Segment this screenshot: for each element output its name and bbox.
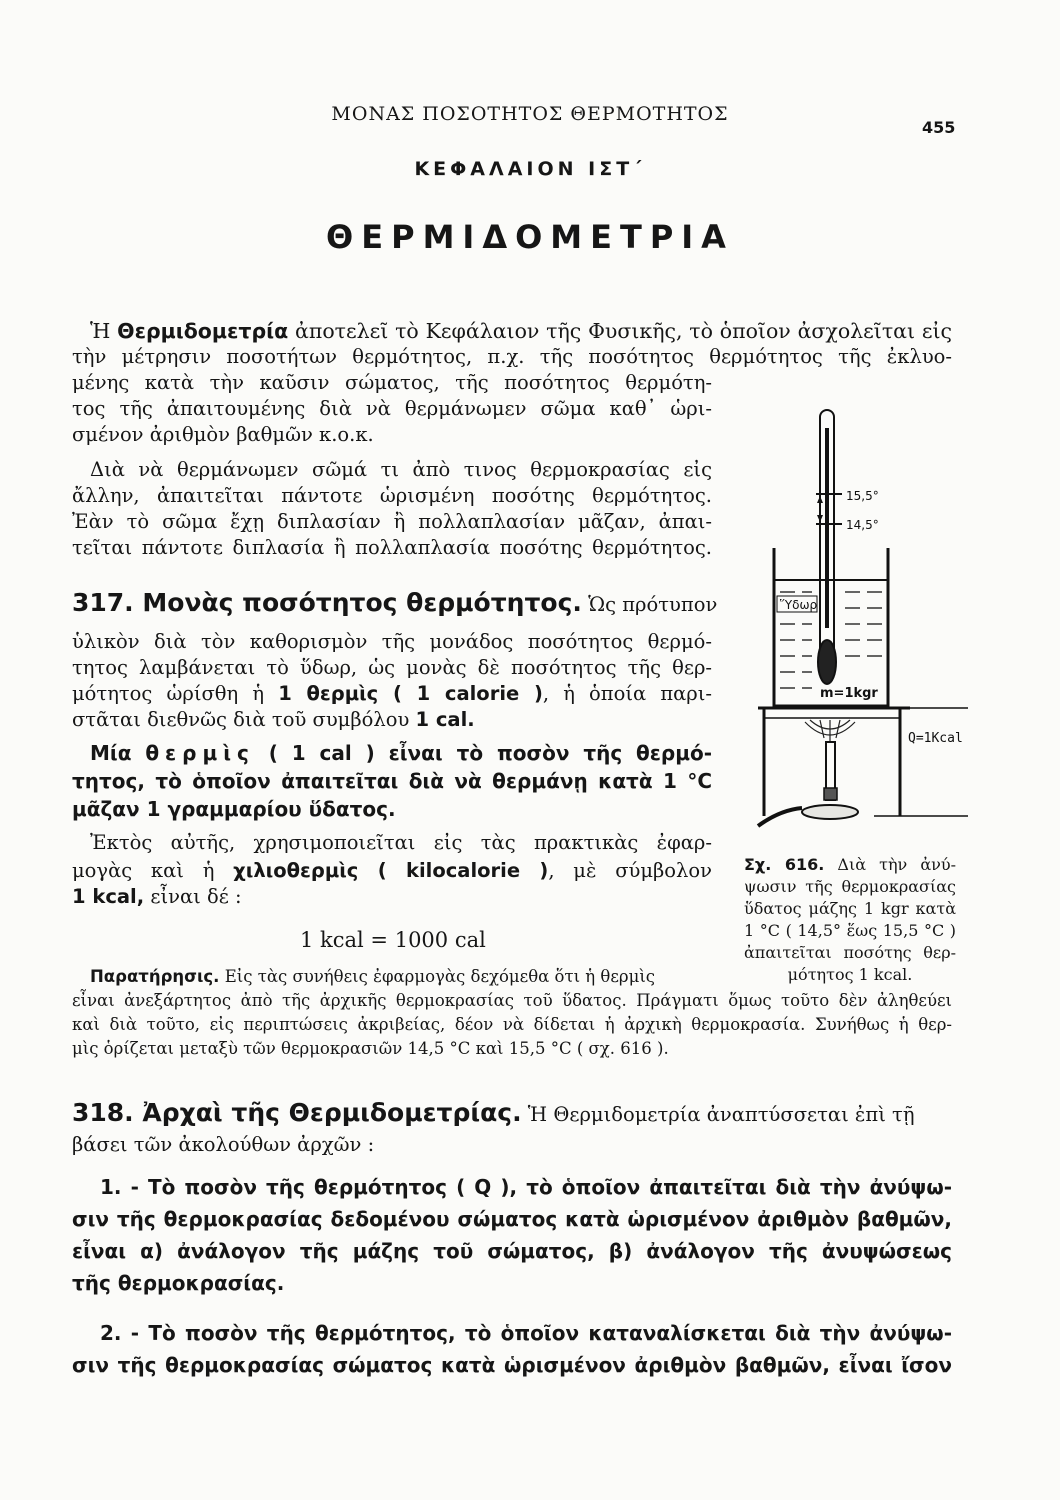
text-line: τὴν μέτρησιν ποσοτήτων θερμότητος, π.χ. τῆς ποσότητος θερμότητος τῆς ἐκλυο-	[72, 345, 952, 368]
text-line: τητος λαμβάνεται τὸ ὕδωρ, ὡς μονὰς δὲ ποσότητος τῆς θερ-	[72, 656, 712, 679]
text-line: τεῖται πάντοτε διπλασία ἢ πολλαπλασία ποσότης θερμότητος.	[72, 536, 712, 559]
flame-icon	[805, 720, 855, 742]
running-head: ΜΟΝΑΣ ΠΟΣΟΤΗΤΟΣ ΘΕΡΜΟΤΗΤΟΣ	[331, 103, 729, 125]
principle-line: σιν τῆς θερμοκρασίας σώματος κατὰ ὡρισμένον ἀριθμὸν βαθμῶν, εἶναι ἴσον	[72, 1353, 952, 1377]
text-line: Ἐκτὸς αὐτῆς, χρησιμοποιεῖται εἰς τὰς πρακτικὰς ἐφαρ-	[90, 831, 712, 854]
note-line: καὶ διὰ τοῦτο, εἰς περιπτώσεις ἀκριβείας, δέον νὰ δίδεται ἡ ἀρχικὴ θερμοκρασία. Συνήθως ἡ θερ-	[72, 1015, 952, 1034]
principle-line: 1. - Τὸ ποσὸν τῆς θερμότητος ( Q ), τὸ ὁποῖον ἀπαιτεῖται διὰ τὴν ἀνύψω-	[100, 1175, 952, 1199]
text-line: Ἐὰν τὸ σῶμα ἔχῃ διπλασίαν ἢ πολλαπλασίαν μᾶζαν, ἀπαι-	[72, 510, 712, 533]
text-line: 1 kcal, εἶναι δέ :	[72, 885, 242, 908]
text-line: σμένον ἀριθμὸν βαθμῶν κ.ο.κ.	[72, 423, 374, 446]
note-line: μὶς ὁρίζεται μεταξὺ τῶν θερμοκρασιῶν 14,5 °C καὶ 15,5 °C ( σχ. 616 ).	[72, 1039, 669, 1058]
caption-line: Σχ. 616. Διὰ τὴν ἀνύ-	[744, 855, 957, 874]
principle-line: σιν τῆς θερμοκρασίας δεδομένου σώματος κατὰ ὡρισμένον ἀριθμὸν βαθμῶν,	[72, 1207, 952, 1231]
label-14-5: 14,5°	[846, 518, 879, 532]
calorimeter-illustration	[750, 408, 970, 838]
text-line: στᾶται διεθνῶς διὰ τοῦ συμβόλου 1 cal.	[72, 708, 475, 731]
definition-line: Μία θερμὶς ( 1 cal ) εἶναι τὸ ποσὸν τῆς θερμό-	[90, 741, 712, 765]
principle-line: τῆς θερμοκρασίας.	[72, 1271, 285, 1295]
term-bold: 1 cal.	[415, 708, 475, 731]
text-line: 318. Ἀρχαὶ τῆς Θερμιδομετρίας. Ἡ Θερμιδομετρία ἀναπτύσσεται ἐπὶ τῇ	[72, 1098, 915, 1127]
chapter-heading: ΚΕΦΑΛΑΙΟΝ ΙΣΤ΄	[414, 158, 646, 180]
text-line: 317. Μονὰς ποσότητος θερμότητος. Ὡς πρότυπον	[72, 588, 718, 617]
principle-line: εἶναι α) ἀνάλογον τῆς μάζης τοῦ σώματος, β) ἀνάλογον τῆς ἀνυψώσεως	[72, 1239, 952, 1263]
note-label: Παρατήρησις.	[90, 967, 220, 986]
text-line: μένης κατὰ τὴν καῦσιν σώματος, τῆς ποσότητος θερμότη-	[72, 371, 712, 394]
label-q: Q=1Kcal	[908, 731, 963, 746]
label-15-5: 15,5°	[846, 489, 879, 503]
definition-line: μᾶζαν 1 γραμμαρίου ὕδατος.	[72, 797, 396, 821]
formula: 1 kcal = 1000 cal	[300, 928, 486, 952]
caption-line: ψωσιν τῆς θερμοκρασίας	[744, 877, 956, 896]
caption-line: 1 °C ( 14,5° ἕως 15,5 °C )	[744, 921, 956, 940]
caption-line: μότητος 1 kcal.	[787, 965, 913, 984]
principle-line: 2. - Τὸ ποσὸν τῆς θερμότητος, τὸ ὁποῖον καταναλίσκεται διὰ τὴν ἀνύψω-	[100, 1321, 952, 1345]
page-title: ΘΕΡΜΙΔΟΜΕΤΡΙΑ	[326, 218, 734, 256]
note-line: Παρατήρησις. Εἰς τὰς συνήθεις ἐφαρμογὰς δεχόμεθα ὅτι ἡ θερμὶς	[90, 967, 656, 986]
section-heading: 318. Ἀρχαὶ τῆς Θερμιδομετρίας.	[72, 1098, 522, 1127]
caption-line: ἀπαιτεῖται ποσότης θερ-	[744, 943, 956, 962]
label-mass: m=1kgr	[820, 686, 878, 701]
text-line: τος τῆς ἀπαιτουμένης διὰ νὰ θερμάνωμεν σῶμα καθ᾽ ὡρι-	[72, 397, 712, 420]
text-line: Διὰ νὰ θερμάνωμεν σῶμά τι ἀπὸ τινος θερμοκρασίας εἰς	[90, 458, 712, 481]
text-line: ὑλικὸν διὰ τὸν καθορισμὸν τῆς μονάδος ποσότητος θερμό-	[72, 630, 712, 653]
text-line: μότητος ὡρίσθη ἡ 1 θερμὶς ( 1 calorie ), ἡ ὁποία παρι-	[72, 682, 712, 705]
text-line: μογὰς καὶ ἡ χιλιοθερμὶς ( kilocalorie ), μὲ σύμβολον	[72, 859, 712, 882]
term-bold: 1 θερμὶς ( 1 calorie )	[278, 682, 543, 705]
text-line: Ἡ Θερμιδομετρία ἀποτελεῖ τὸ Κεφάλαιον τῆς Φυσικῆς, τὸ ὁποῖον ἀσχολεῖται εἰς	[90, 319, 952, 343]
term-bold: Θερμιδομετρία	[117, 319, 289, 343]
definition-line: τητος, τὸ ὁποῖον ἀπαιτεῖται διὰ νὰ θερμάνῃ κατὰ 1 °C	[72, 769, 712, 793]
note-line: εἶναι ἀνεξάρτητος ἀπὸ τῆς ἀρχικῆς θερμοκρασίας τοῦ ὕδατος. Πράγματι ὅμως τοῦτο δὲν ἀληθεύει	[72, 991, 952, 1010]
figure-616	[750, 408, 970, 842]
label-water: Ὕδωρ	[780, 598, 818, 612]
text-line: ἄλλην, ἀπαιτεῖται πάντοτε ὡρισμένη ποσότης θερμότητος.	[72, 484, 712, 507]
section-heading: 317. Μονὰς ποσότητος θερμότητος.	[72, 588, 582, 617]
term-bold: χιλιοθερμὶς ( kilocalorie )	[233, 859, 549, 882]
caption-line: ὕδατος μάζης 1 kgr κατὰ	[744, 899, 956, 918]
term-bold: 1 kcal,	[72, 885, 145, 908]
page-number: 455	[922, 118, 956, 137]
text-line: βάσει τῶν ἀκολούθων ἀρχῶν :	[72, 1133, 375, 1156]
figure-number: Σχ. 616.	[744, 855, 825, 874]
